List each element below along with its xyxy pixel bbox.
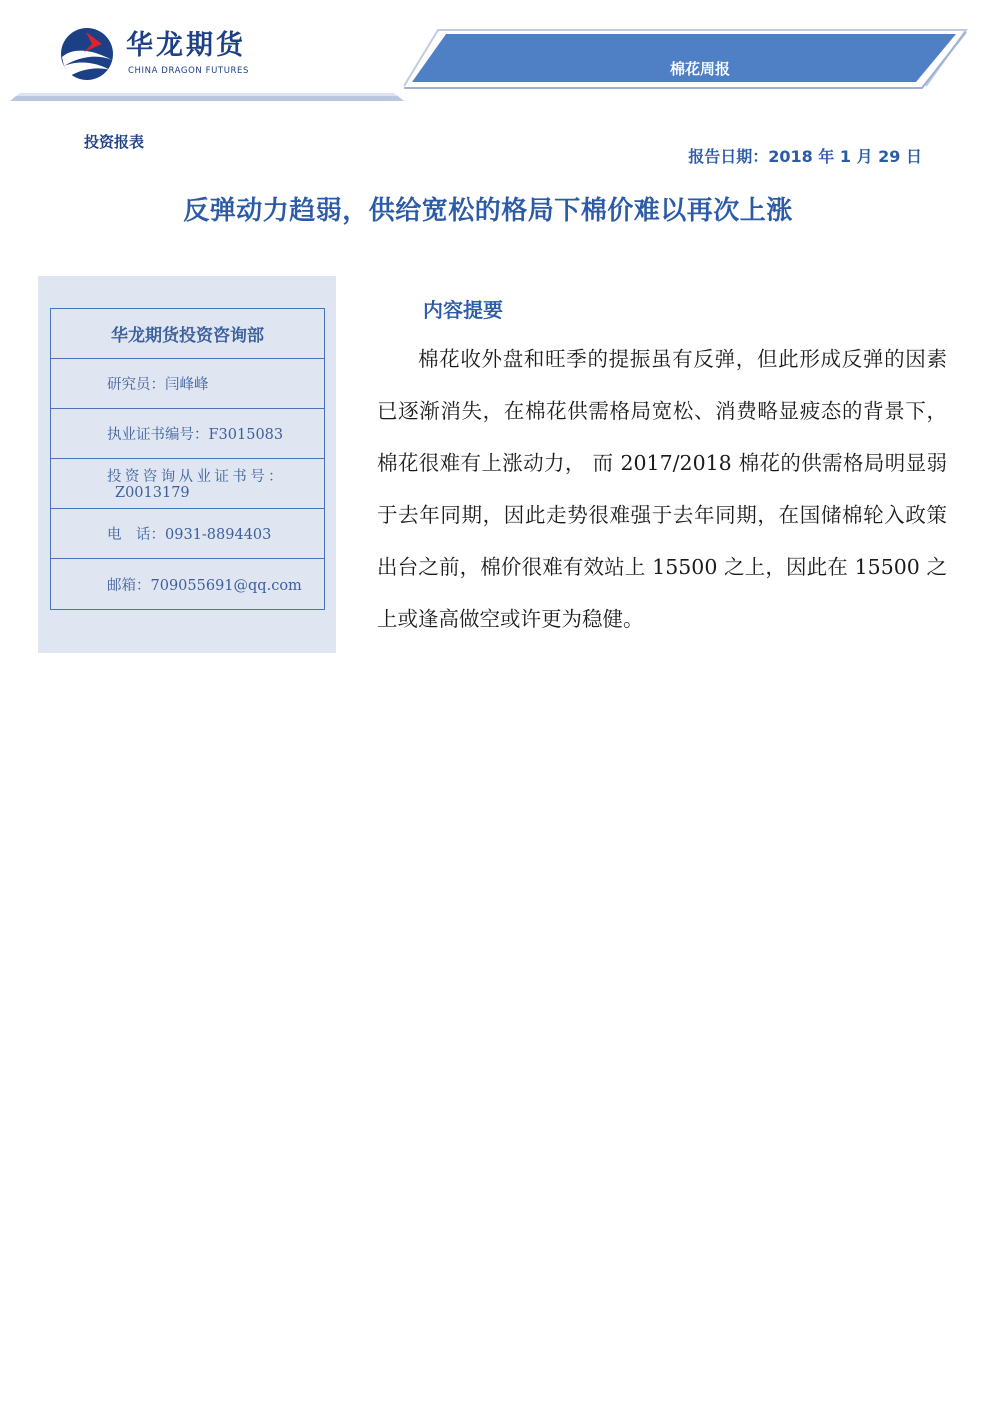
researcher-name: 研究员：闫峰峰 [51, 359, 324, 409]
license-number: 执业证书编号：F3015083 [51, 409, 324, 459]
contact-info-table [50, 308, 325, 610]
department-name: 华龙期货投资咨询部 [51, 309, 324, 359]
email-address: 邮箱：709055691@qq.com [107, 577, 302, 594]
consulting-license-label: 投资咨询从业证书号： [107, 469, 286, 485]
company-name-en: CHINA DRAGON FUTURES [128, 66, 250, 76]
consulting-license [51, 459, 324, 509]
header-underline [10, 96, 404, 101]
section-label: 投资报表 [84, 133, 145, 151]
dragon-logo-icon [61, 28, 113, 80]
page-header [0, 0, 992, 110]
summary-heading: 内容提要 [423, 298, 503, 322]
report-title: 反弹动力趋弱，供给宽松的格局下棉价难以再次上涨 [183, 196, 793, 226]
phone-number: 电 话：0931-8894403 [51, 509, 324, 559]
report-date: 报告日期：2018 年 1 月 29 日 [688, 147, 922, 166]
consulting-license-number: Z0013179 [115, 485, 190, 501]
summary-body: 棉花收外盘和旺季的提振虽有反弹，但此形成反弹的因素已逐渐消失，在棉花供需格局宽松、消费略显疲态的背景下，棉花很难有上涨动力， 而 2017/2018 棉花的供需格局明显弱于去年同期，因此走势很难强于去年同期，在国储棉轮入政策出台之前，棉价很难有效站上 15500 之上，因此在 15500 之上或逢高做空或许更为稳健。 [377, 347, 947, 631]
company-name-cn: 华龙期货 [126, 30, 246, 61]
report-type-label: 棉花周报 [669, 60, 730, 78]
